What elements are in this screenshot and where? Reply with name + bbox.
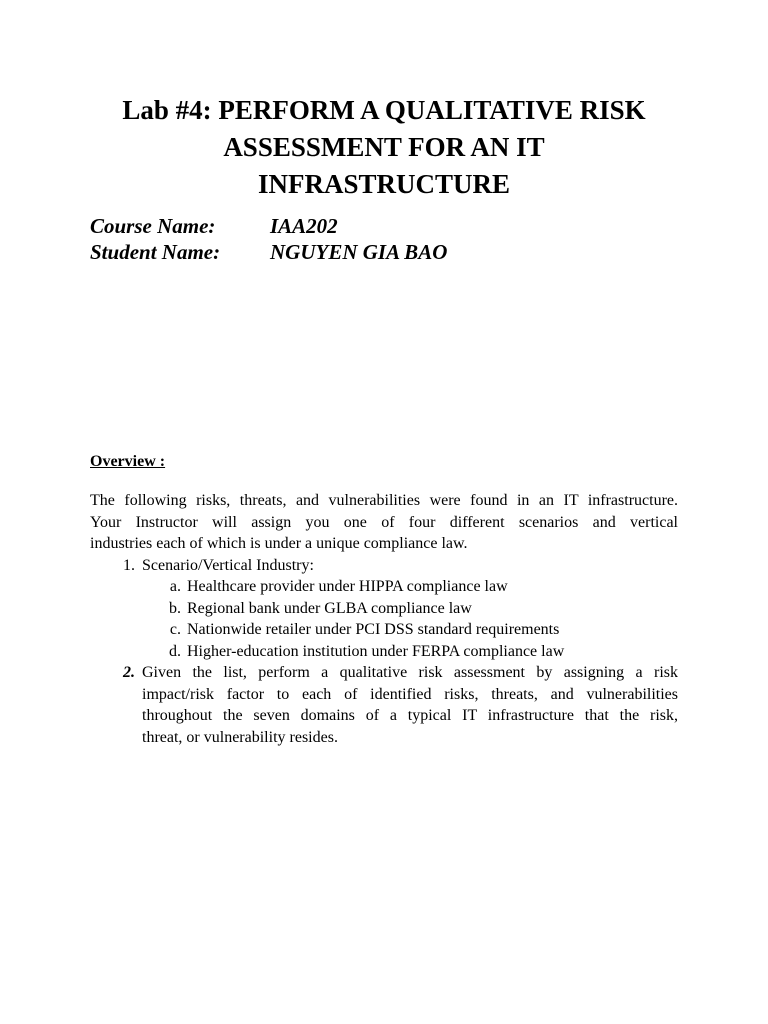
list-item-line: throughout the seven domains of a typical IT infrastructure that the risk,	[142, 707, 678, 724]
student-name-label: Student Name:	[90, 240, 221, 264]
list-item-text	[135, 662, 678, 748]
title-line: INFRASTRUCTURE	[257, 169, 511, 199]
sub-item-text: Healthcare provider under HIPPA compliance law	[187, 578, 508, 595]
course-row	[90, 213, 447, 239]
list-item-line: Given the list, perform a qualitative risk assessment by assigning a risk	[142, 664, 678, 681]
sub-item-letter: a.	[169, 578, 181, 595]
title-line: ASSESSMENT FOR AN IT	[223, 132, 545, 162]
sub-item-letter: c.	[169, 621, 181, 638]
sub-item-text: Regional bank under GLBA compliance law	[187, 599, 472, 617]
list-item	[90, 555, 678, 577]
intro-paragraph	[90, 490, 678, 555]
student-row	[90, 239, 447, 265]
overview-heading: Overview :	[90, 453, 166, 470]
sub-item-text: Nationwide retailer under PCI DSS standard requirements	[187, 621, 560, 638]
sub-list-item	[90, 641, 678, 663]
intro-line: Your Instructor will assign you one of four different scenarios and vertical	[90, 513, 678, 531]
list-item-number: 1.	[123, 556, 135, 574]
course-name-label: Course Name:	[90, 214, 216, 238]
intro-line: The following risks, threats, and vulnerabilities were found in an IT infrastructure.	[90, 492, 678, 509]
student-name-value: NGUYEN GIA BAO	[270, 240, 448, 264]
title-line: Lab #4: PERFORM A QUALITATIVE RISK	[122, 95, 646, 125]
course-info	[90, 213, 447, 265]
list-item	[90, 662, 678, 748]
list-item-line: impact/risk factor to each of identified risks, threats, and vulnerabilities	[142, 685, 678, 703]
list-item-line: threat, or vulnerability resides.	[142, 728, 338, 746]
lab-title	[80, 92, 688, 203]
sub-list-item	[90, 598, 678, 620]
sub-list-item	[90, 619, 678, 641]
course-name-value: IAA202	[270, 214, 338, 238]
sub-item-letter: b.	[169, 599, 181, 617]
list-item-text: Scenario/Vertical Industry:	[142, 556, 314, 574]
sub-item-text: Higher-education institution under FERPA compliance law	[187, 642, 565, 660]
intro-line: industries each of which is under a unique compliance law.	[90, 535, 468, 552]
overview-body	[90, 490, 678, 748]
list-item-number: 2.	[123, 664, 135, 681]
sub-list-item	[90, 576, 678, 598]
sub-item-letter: d.	[169, 642, 181, 660]
